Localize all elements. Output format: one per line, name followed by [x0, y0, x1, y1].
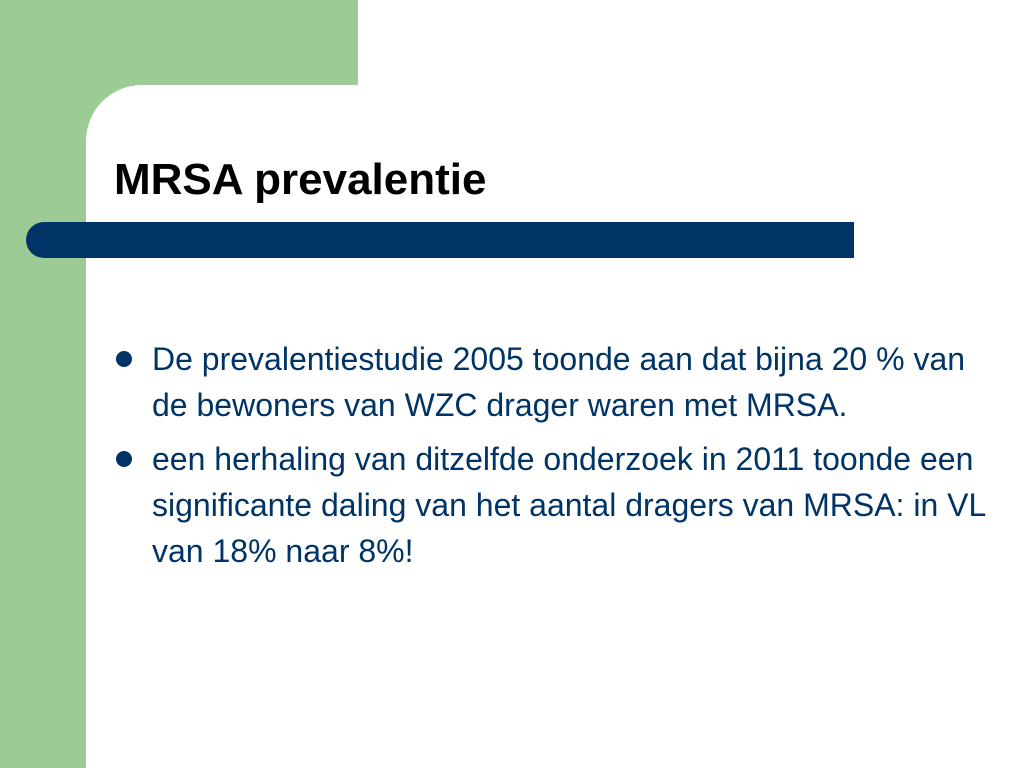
- bullet-item: [114, 436, 994, 574]
- bullet-list: [114, 336, 994, 582]
- title-underline-bar: [26, 222, 854, 258]
- bullet-dot-icon: [116, 351, 132, 367]
- slide-title: MRSA prevalentie: [114, 155, 487, 204]
- bullet-text: een herhaling van ditzelfde onderzoek in 2011 toonde een significante daling van het aantal dragers van MRSA: in VL van 18% naar 8%!: [152, 441, 986, 569]
- bullet-text: De prevalentiestudie 2005 toonde aan dat bijna 20 % van de bewoners van WZC drager waren met MRSA.: [152, 341, 966, 423]
- bullet-dot-icon: [116, 451, 132, 467]
- bullet-item: [114, 336, 994, 428]
